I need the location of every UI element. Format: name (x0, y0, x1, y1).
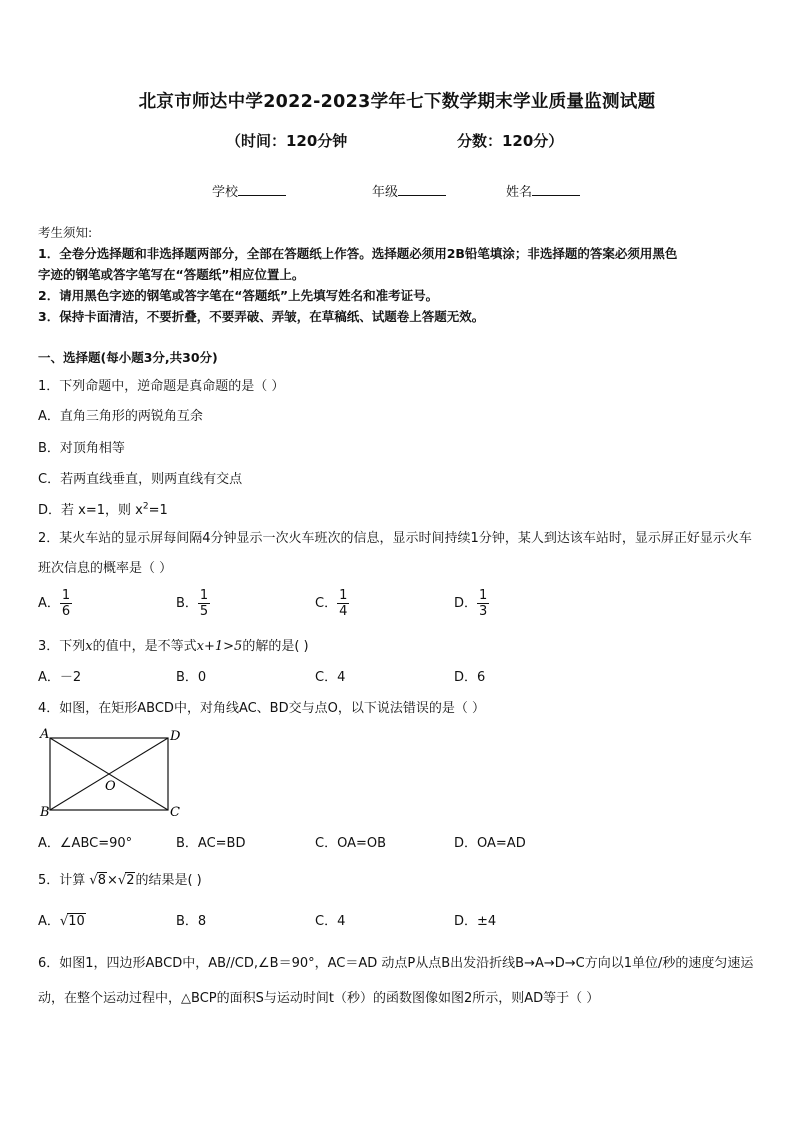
name-field[interactable] (506, 181, 580, 200)
score-label: 分数：120分） (457, 132, 564, 150)
q5-option-d[interactable]: D．±4 (454, 914, 497, 929)
q6-stem: 6．如图1，四边形ABCD中，AB//CD,∠B＝90°，AC＝AD 动点P从点B出发沿折线B→A→D→C方向以1单位/秒的速度匀速运动，在整个运动过程中，△BCP的面积S与运动时间t（秒）的函数图像如图2所示，则AD等于（ ） (38, 956, 754, 1006)
note-line: 3．保持卡面清洁，不要折叠，不要弄破、弄皱，在草稿纸、试题卷上答题无效。 (38, 309, 485, 324)
q2-d-frac (477, 588, 489, 619)
rectangle-figure (36, 724, 186, 820)
q2-option-a[interactable] (38, 588, 72, 619)
q1-option-b[interactable]: B．对顶角相等 (38, 441, 125, 456)
notes-heading: 考生须知: (38, 225, 93, 240)
q3-inequality: x+1>5 (196, 639, 243, 654)
vertex-d-label: D (170, 729, 181, 744)
q2-c-frac (337, 588, 349, 619)
q1-option-d[interactable] (38, 499, 168, 518)
note-line: 1．全卷分选择题和非选择题两部分，全部在答题纸上作答。选择题必须用2B铅笔填涂；非选择题的答案必须用黑色 (38, 246, 678, 261)
q1-option-a[interactable]: A．直角三角形的两锐角互余 (38, 409, 203, 424)
name-label: 姓名 (506, 185, 533, 200)
center-o-label: O (105, 779, 116, 794)
q5-option-c[interactable]: C．4 (315, 914, 346, 929)
note-line: 2．请用黑色字迹的钢笔或答字笔在“答题纸”上先填写姓名和准考证号。 (38, 288, 439, 303)
q4-stem: 4．如图，在矩形ABCD中，对角线AC、BD交与点O，以下说法错误的是（ ） (38, 701, 485, 716)
q4-option-d[interactable]: D．OA=AD (454, 836, 526, 851)
q1-option-c[interactable]: C．若两直线垂直，则两直线有交点 (38, 472, 243, 487)
q1-d-text: D．若 x=1，则 x (38, 503, 143, 518)
q2-c-num: 1 (339, 588, 348, 603)
q2-stem: 2．某火车站的显示屏每间隔4分钟显示一次火车班次的信息，显示时间持续1分钟，某人到达该车站时，显示屏正好显示火车班次信息的概率是（ ） (38, 531, 752, 576)
q4-option-b[interactable]: B．AC=BD (176, 836, 246, 851)
school-blank[interactable] (238, 183, 286, 196)
q5-option-b[interactable]: B．8 (176, 914, 207, 929)
q2-b-label: B． (176, 596, 198, 611)
grade-blank[interactable] (398, 183, 446, 196)
q5-stem: 5．计算 √8×√2的结果是( ) (38, 873, 202, 888)
section-heading: 一、选择题(每小题3分,共30分) (38, 350, 218, 365)
q2-option-d[interactable] (454, 588, 489, 619)
q5-radicand-2: 2 (126, 873, 135, 888)
q3-option-a[interactable]: A．－2 (38, 670, 82, 685)
q2-a-label: A． (38, 596, 60, 611)
q5-a-label: A． (38, 914, 60, 929)
q5-a-radicand: 10 (68, 914, 85, 929)
q2-b-num: 1 (199, 588, 209, 603)
q5-option-a[interactable]: A．√10 (38, 914, 85, 929)
q5-stem-b: 的结果是( ) (135, 873, 202, 888)
vertex-b-label: B (40, 805, 50, 820)
q3-option-d[interactable]: D．6 (454, 670, 486, 685)
q3-stem-c: 的解的是( ) (242, 639, 309, 654)
q2-d-den: 3 (479, 604, 488, 619)
exam-notes (38, 222, 758, 327)
q3-stem (38, 635, 309, 654)
q2-d-label: D． (454, 596, 478, 611)
grade-label: 年级 (372, 185, 399, 200)
school-field[interactable] (212, 181, 286, 200)
q1-stem: 1．下列命题中，逆命题是真命题的是（ ） (38, 379, 285, 394)
q4-option-c[interactable]: C．OA=OB (315, 836, 387, 851)
q1-d-suffix: =1 (148, 503, 168, 518)
q3-stem-b: 的值中，是不等式 (92, 639, 197, 654)
q1-d-sup: 2 (142, 501, 149, 512)
name-blank[interactable] (532, 183, 580, 196)
grade-field[interactable] (372, 181, 446, 200)
time-label: （时间：120分钟 (226, 132, 348, 150)
q5-times: × (106, 873, 118, 888)
q4-option-a[interactable]: A．∠ABC=90° (38, 836, 133, 851)
q2-d-num: 1 (479, 588, 488, 603)
q2-a-num: 1 (61, 588, 71, 603)
q2-c-den: 4 (339, 604, 348, 619)
q3-option-c[interactable]: C．4 (315, 670, 346, 685)
vertex-a-label: A (40, 727, 50, 742)
q3-option-b[interactable]: B．0 (176, 670, 207, 685)
q3-stem-a: 3．下列 (38, 639, 86, 654)
q2-a-den: 6 (61, 604, 71, 619)
school-label: 学校 (212, 185, 239, 200)
vertex-c-label: C (170, 805, 180, 820)
q3-var: x (85, 639, 93, 654)
q2-b-frac (198, 588, 210, 619)
q2-option-c[interactable] (315, 588, 349, 619)
q5-radicand-1: 8 (97, 873, 106, 888)
page-title: 北京市师达中学2022-2023学年七下数学期末学业质量监测试题 (138, 92, 656, 112)
q2-c-label: C． (315, 596, 338, 611)
q2-b-den: 5 (199, 604, 209, 619)
q2-a-frac (60, 588, 72, 619)
q5-stem-a: 5．计算 (38, 873, 86, 888)
q2-option-b[interactable] (176, 588, 210, 619)
note-line: 字迹的钢笔或答字笔写在“答题纸”相应位置上。 (38, 267, 305, 282)
